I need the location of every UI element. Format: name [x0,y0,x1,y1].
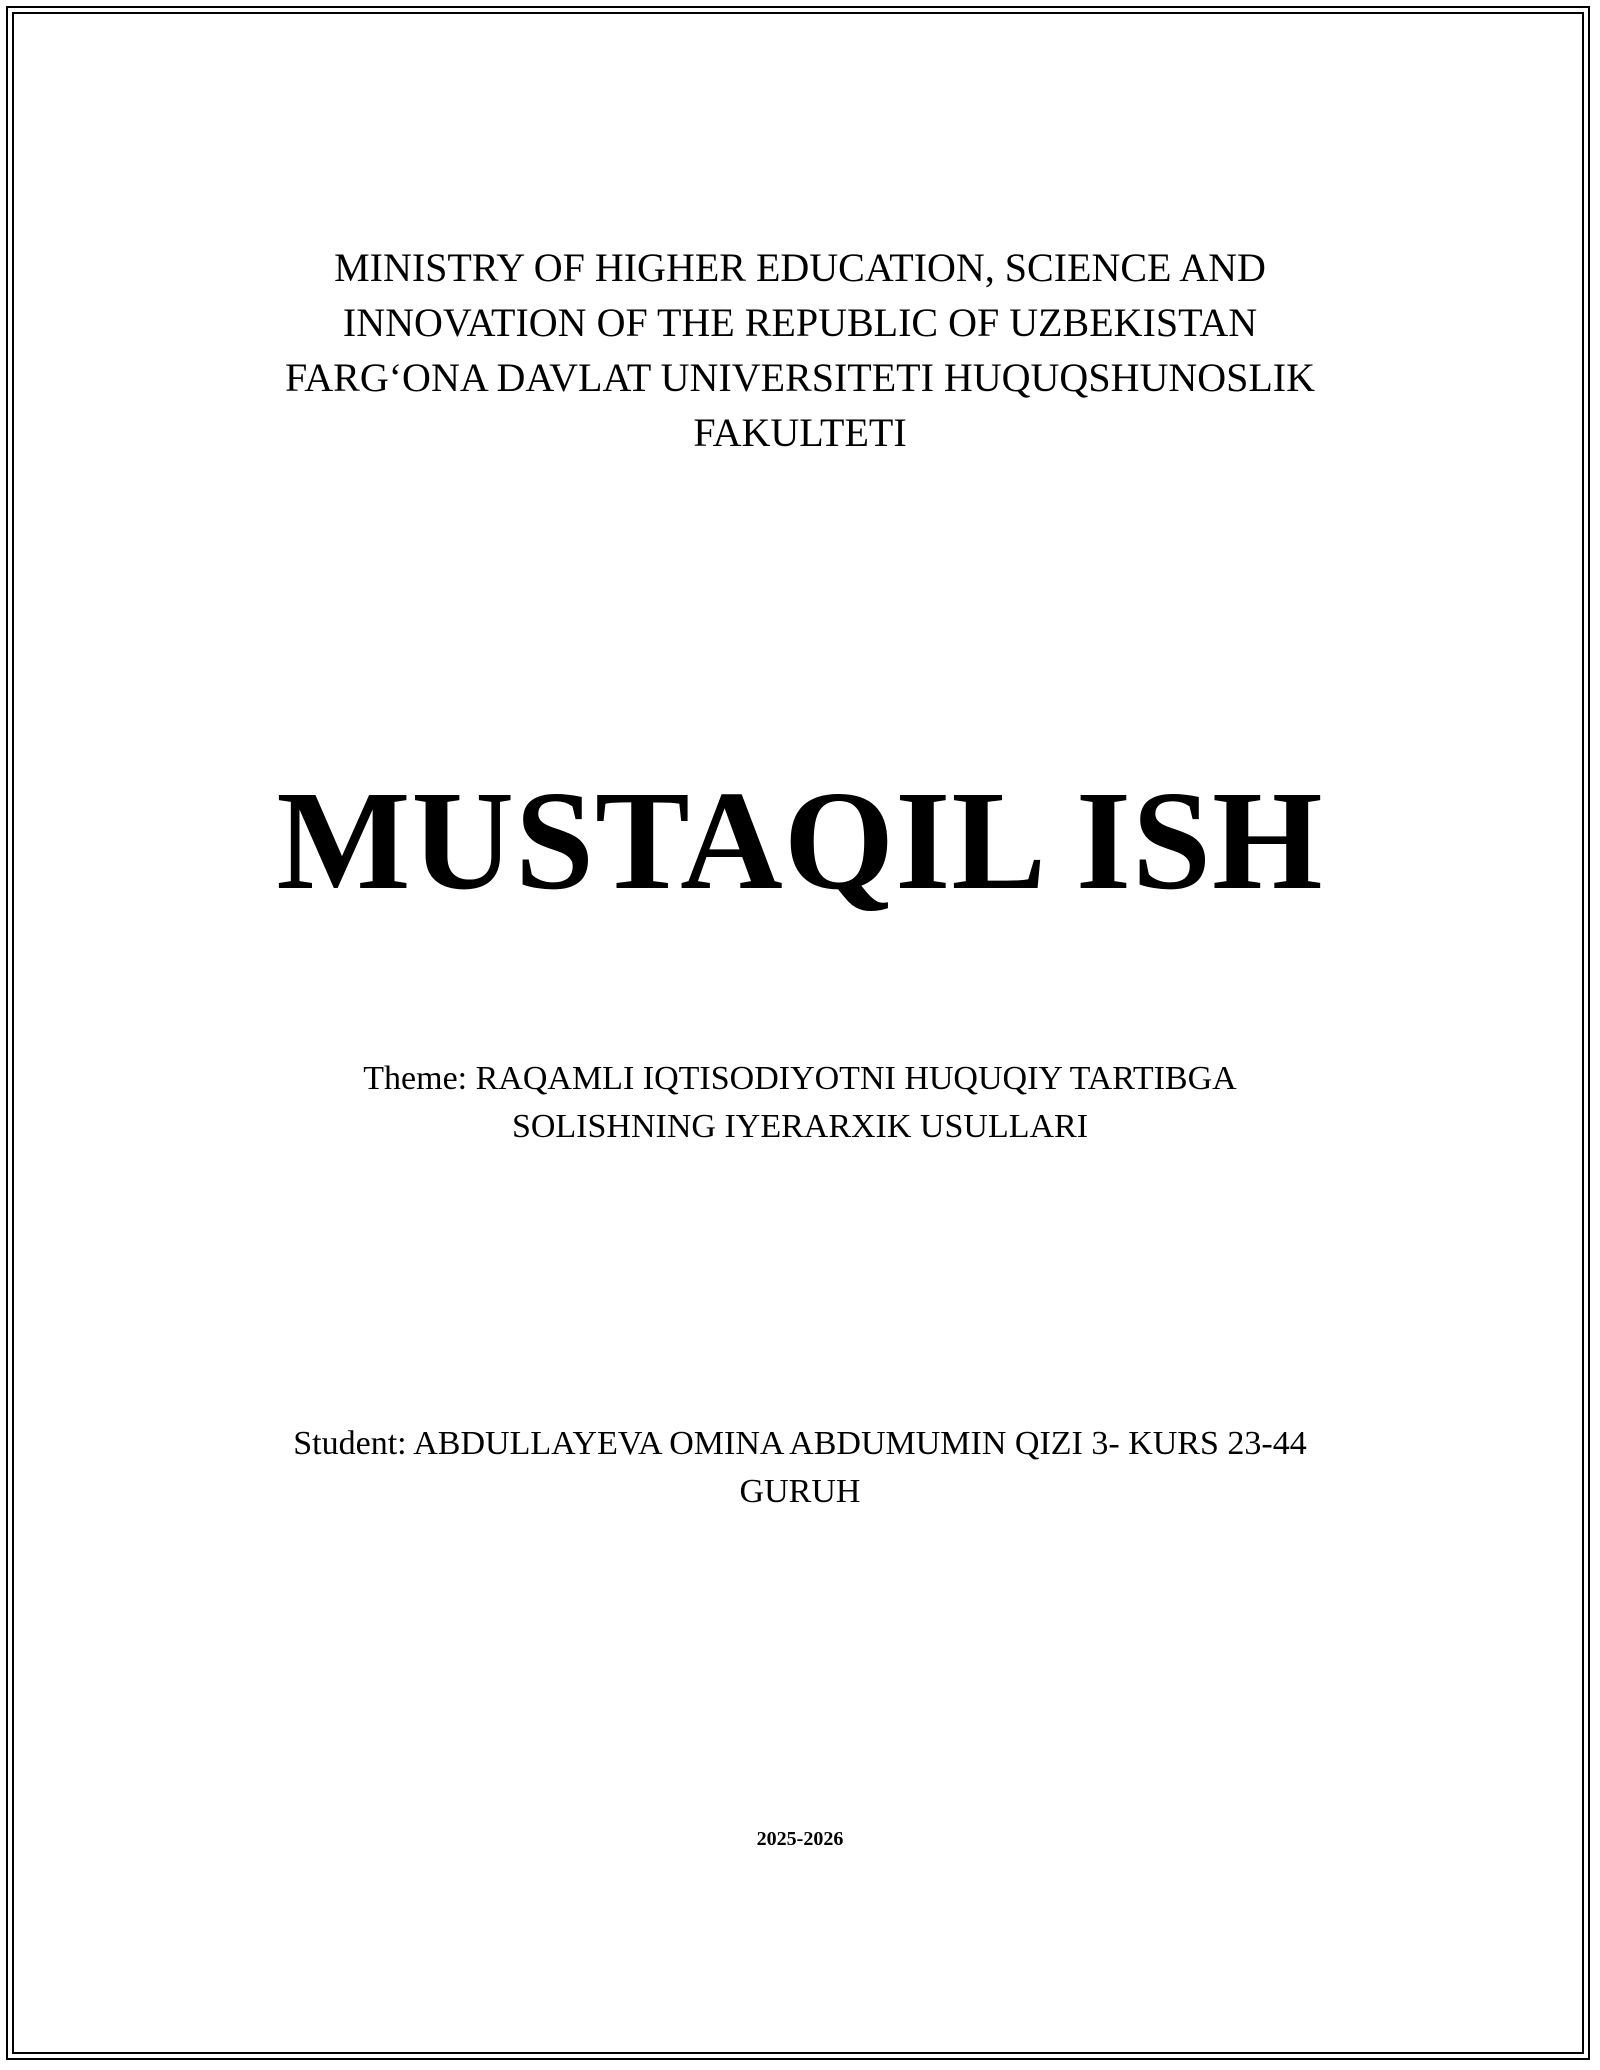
document-title: MUSTAQIL ISH [276,761,1324,919]
ministry-line-1: MINISTRY OF HIGHER EDUCATION, SCIENCE AND [334,245,1266,290]
university-faculty-line-1: FARG‘ONA DAVLAT UNIVERSITETI HUQUQSHUNOSLIK [285,355,1315,400]
ministry-header [0,240,1600,460]
ministry-line-2: INNOVATION OF THE REPUBLIC OF UZBEKISTAN [342,300,1258,345]
student-info: Student: ABDULLAYEVA OMINA ABDUMUMIN QIZI 3- KURS 23-44 GURUH [293,1425,1307,1510]
university-faculty-line-2: FAKULTETI [693,410,907,455]
theme-text: Theme: RAQAMLI IQTISODIYOTNI HUQUQIY TARTIBGA SOLISHNING IYERARXIK USULLARI [363,1060,1237,1145]
academic-year: 2025-2026 [756,1828,844,1850]
